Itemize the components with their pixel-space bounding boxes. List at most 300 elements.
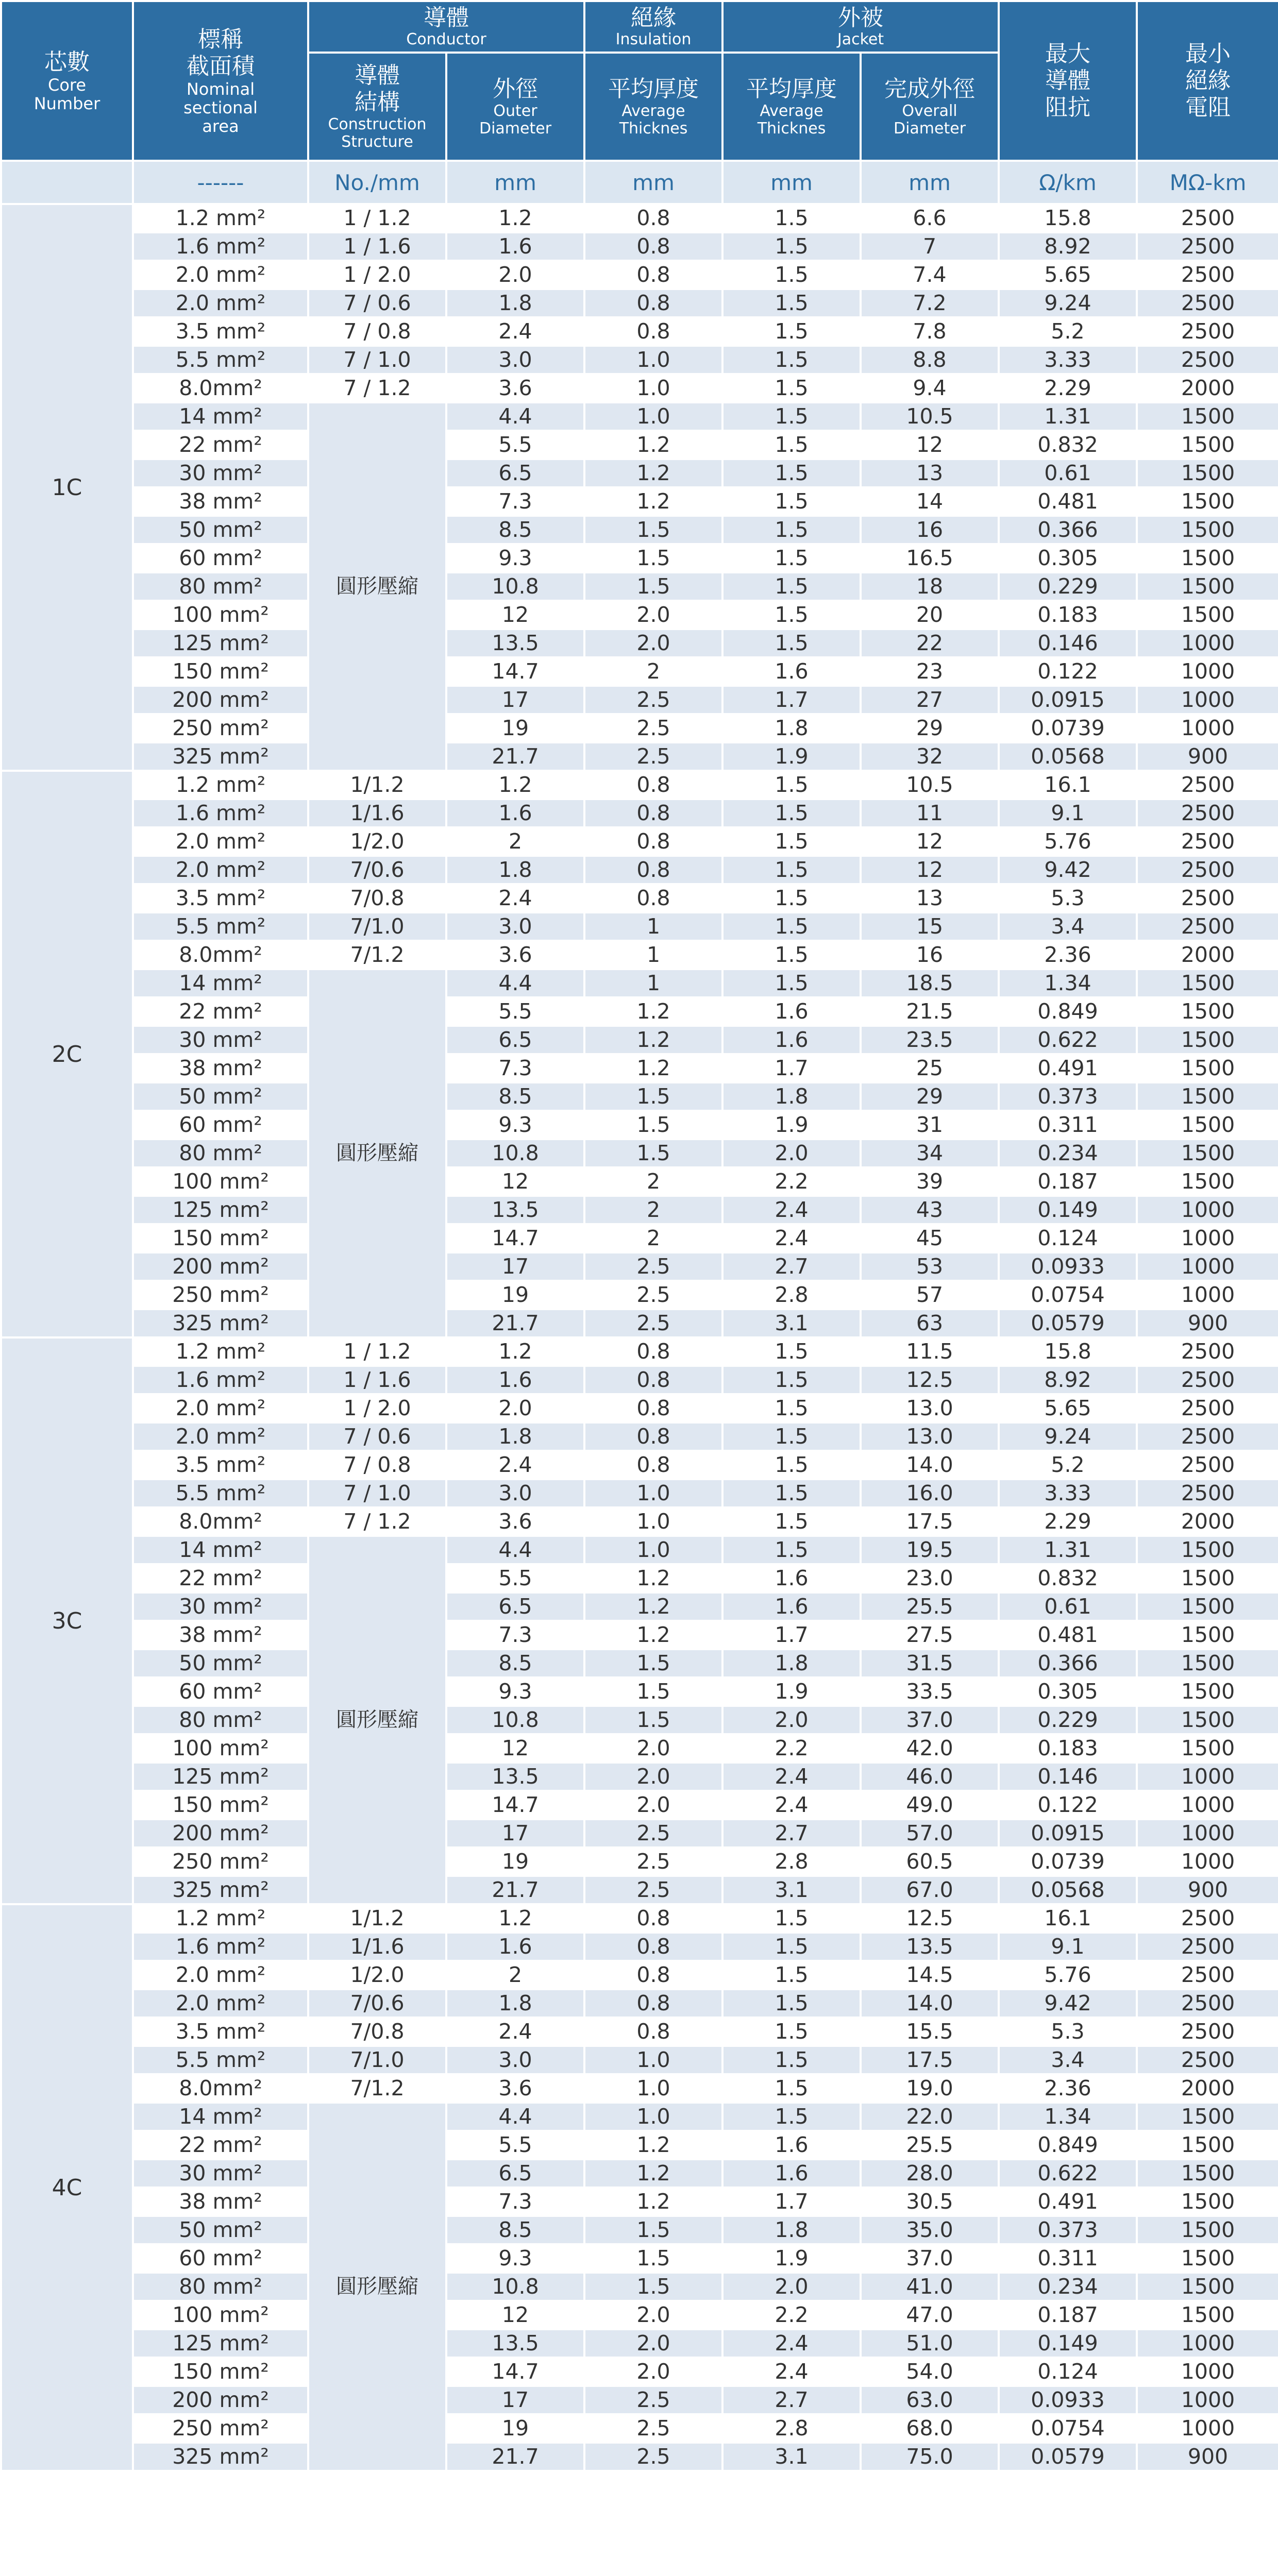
core-number-cell: 3C [1,1337,133,1904]
max-resistance-cell: 0.366 [999,516,1137,544]
max-resistance-cell: 0.849 [999,2131,1137,2159]
min-ins-resistance-cell: 900 [1137,2443,1278,2471]
overall-diameter-cell: 17.5 [861,2046,999,2074]
nominal-area-cell: 200 mm² [133,2386,308,2414]
nominal-area-cell: 1.2 mm² [133,1904,308,1933]
nominal-area-cell: 50 mm² [133,2216,308,2244]
jacket-thickness-cell: 1.5 [722,1366,861,1394]
insulation-thickness-cell: 0.8 [584,317,722,346]
outer-diameter-cell: 6.5 [446,459,584,487]
table-row [1,317,1278,346]
table-row [1,232,1278,261]
insulation-thickness-cell: 1.5 [584,572,722,601]
nominal-area-cell: 200 mm² [133,1819,308,1848]
overall-diameter-cell: 27.5 [861,1621,999,1649]
outer-diameter-cell: 3.0 [446,2046,584,2074]
max-resistance-cell: 1.34 [999,969,1137,997]
min-ins-resistance-cell: 1000 [1137,1791,1278,1819]
min-ins-resistance-cell: 2000 [1137,374,1278,402]
insulation-thickness-cell: 2.5 [584,2386,722,2414]
nominal-area-cell: 38 mm² [133,2188,308,2216]
table-row [1,1734,1278,1762]
overall-diameter-cell: 11 [861,799,999,827]
min-ins-resistance-cell: 1500 [1137,2188,1278,2216]
outer-diameter-cell: 13.5 [446,1762,584,1791]
insulation-thickness-cell: 1.5 [584,1082,722,1111]
min-ins-resistance-cell: 1500 [1137,1139,1278,1167]
construction-cell: 7 / 0.8 [308,1451,446,1479]
construction-cell: 1 / 1.2 [308,204,446,232]
header-insulation: 絕緣 Insulation [584,1,722,53]
jacket-thickness-cell: 2.7 [722,1819,861,1848]
jacket-thickness-cell: 1.5 [722,2046,861,2074]
nominal-area-cell: 200 mm² [133,1252,308,1281]
min-ins-resistance-cell: 1500 [1137,1734,1278,1762]
overall-diameter-cell: 16 [861,516,999,544]
min-ins-resistance-cell: 1000 [1137,1252,1278,1281]
insulation-thickness-cell: 1.2 [584,2131,722,2159]
outer-diameter-cell: 2.4 [446,317,584,346]
max-resistance-cell: 0.622 [999,2159,1137,2188]
outer-diameter-cell: 10.8 [446,1139,584,1167]
insulation-thickness-cell: 1.2 [584,431,722,459]
insulation-thickness-cell: 0.8 [584,1961,722,1989]
max-resistance-cell: 0.183 [999,1734,1137,1762]
outer-diameter-cell: 1.2 [446,1904,584,1933]
jacket-thickness-cell: 2.4 [722,2358,861,2386]
jacket-thickness-cell: 1.9 [722,1111,861,1139]
jacket-thickness-cell: 1.5 [722,1536,861,1564]
min-ins-resistance-cell: 1500 [1137,1536,1278,1564]
max-resistance-cell: 0.0739 [999,714,1137,742]
insulation-thickness-cell: 2.0 [584,1791,722,1819]
table-row [1,827,1278,856]
table-row [1,2188,1278,2216]
max-resistance-cell: 0.0915 [999,686,1137,714]
insulation-thickness-cell: 0.8 [584,1904,722,1933]
jacket-thickness-cell: 1.8 [722,1082,861,1111]
table-row [1,1224,1278,1252]
overall-diameter-cell: 31.5 [861,1649,999,1677]
table-row [1,2131,1278,2159]
min-ins-resistance-cell: 2500 [1137,1337,1278,1366]
jacket-thickness-cell: 2.8 [722,1848,861,1876]
table-row [1,516,1278,544]
max-resistance-cell: 5.2 [999,1451,1137,1479]
min-ins-resistance-cell: 900 [1137,1876,1278,1904]
insulation-thickness-cell: 0.8 [584,1366,722,1394]
table-row [1,2301,1278,2329]
jacket-thickness-cell: 2.8 [722,1281,861,1309]
overall-diameter-cell: 7.4 [861,261,999,289]
jacket-thickness-cell: 1.7 [722,2188,861,2216]
min-ins-resistance-cell: 1500 [1137,1082,1278,1111]
overall-diameter-cell: 10.5 [861,771,999,799]
min-ins-resistance-cell: 2500 [1137,827,1278,856]
overall-diameter-cell: 23.0 [861,1564,999,1592]
table-row [1,884,1278,912]
jacket-thickness-cell: 1.5 [722,1394,861,1422]
outer-diameter-cell: 5.5 [446,997,584,1026]
insulation-thickness-cell: 1.0 [584,1507,722,1536]
max-resistance-cell: 0.234 [999,1139,1137,1167]
min-ins-resistance-cell: 2500 [1137,232,1278,261]
max-resistance-cell: 0.481 [999,487,1137,516]
min-ins-resistance-cell: 2500 [1137,289,1278,317]
outer-diameter-cell: 3.6 [446,1507,584,1536]
outer-diameter-cell: 2 [446,1961,584,1989]
outer-diameter-cell: 2.0 [446,261,584,289]
insulation-thickness-cell: 1.2 [584,459,722,487]
construction-cell: 1 / 2.0 [308,261,446,289]
insulation-thickness-cell: 1 [584,941,722,969]
outer-diameter-cell: 2.0 [446,1394,584,1422]
outer-diameter-cell: 1.8 [446,1422,584,1451]
insulation-thickness-cell: 0.8 [584,1451,722,1479]
unit-row [1,161,1278,204]
max-resistance-cell: 0.849 [999,997,1137,1026]
table-row [1,997,1278,1026]
max-resistance-cell: 2.29 [999,1507,1137,1536]
overall-diameter-cell: 7 [861,232,999,261]
outer-diameter-cell: 8.5 [446,1649,584,1677]
overall-diameter-cell: 7.8 [861,317,999,346]
construction-cell: 7/1.0 [308,912,446,941]
nominal-area-cell: 150 mm² [133,1224,308,1252]
outer-diameter-cell: 3.6 [446,2074,584,2103]
insulation-thickness-cell: 2 [584,657,722,686]
nominal-area-cell: 22 mm² [133,1564,308,1592]
min-ins-resistance-cell: 1500 [1137,2301,1278,2329]
nominal-area-cell: 80 mm² [133,2273,308,2301]
overall-diameter-cell: 15.5 [861,2018,999,2046]
min-ins-resistance-cell: 2500 [1137,1904,1278,1933]
outer-diameter-cell: 8.5 [446,1082,584,1111]
nominal-area-cell: 125 mm² [133,1196,308,1224]
jacket-thickness-cell: 1.6 [722,1026,861,1054]
outer-diameter-cell: 12 [446,2301,584,2329]
table-row [1,1281,1278,1309]
outer-diameter-cell: 6.5 [446,1592,584,1621]
table-row [1,1054,1278,1082]
insulation-thickness-cell: 2.0 [584,2301,722,2329]
insulation-thickness-cell: 1.5 [584,2273,722,2301]
min-ins-resistance-cell: 2500 [1137,884,1278,912]
overall-diameter-cell: 11.5 [861,1337,999,1366]
construction-cell: 1/1.2 [308,1904,446,1933]
unit-cell-ins-resistance: MΩ-km [1137,161,1278,204]
nominal-area-cell: 125 mm² [133,629,308,657]
jacket-thickness-cell: 1.5 [722,1961,861,1989]
insulation-thickness-cell: 1.0 [584,2074,722,2103]
jacket-thickness-cell: 2.2 [722,1167,861,1196]
table-row [1,2414,1278,2443]
min-ins-resistance-cell: 1500 [1137,1649,1278,1677]
outer-diameter-cell: 13.5 [446,2329,584,2358]
min-ins-resistance-cell: 2500 [1137,912,1278,941]
max-resistance-cell: 0.481 [999,1621,1137,1649]
max-resistance-cell: 9.42 [999,1989,1137,2018]
table-row [1,686,1278,714]
jacket-thickness-cell: 2.4 [722,1196,861,1224]
table-row [1,544,1278,572]
max-resistance-cell: 3.33 [999,346,1137,374]
construction-cell: 1 / 1.6 [308,232,446,261]
construction-cell: 7 / 1.0 [308,1479,446,1507]
max-resistance-cell: 3.4 [999,912,1137,941]
min-ins-resistance-cell: 1500 [1137,459,1278,487]
jacket-thickness-cell: 1.5 [722,289,861,317]
outer-diameter-cell: 10.8 [446,572,584,601]
min-ins-resistance-cell: 1500 [1137,1621,1278,1649]
max-resistance-cell: 0.229 [999,572,1137,601]
overall-diameter-cell: 46.0 [861,1762,999,1791]
outer-diameter-cell: 17 [446,686,584,714]
table-row [1,1621,1278,1649]
nominal-area-cell: 200 mm² [133,686,308,714]
nominal-area-cell: 325 mm² [133,2443,308,2471]
outer-diameter-cell: 9.3 [446,1677,584,1706]
table-row [1,1564,1278,1592]
insulation-thickness-cell: 2.5 [584,742,722,771]
table-row [1,572,1278,601]
insulation-thickness-cell: 1.0 [584,1536,722,1564]
max-resistance-cell: 5.76 [999,1961,1137,1989]
nominal-area-cell: 1.2 mm² [133,771,308,799]
max-resistance-cell: 0.0568 [999,742,1137,771]
min-ins-resistance-cell: 1000 [1137,686,1278,714]
table-row [1,2443,1278,2471]
insulation-thickness-cell: 1.2 [584,1564,722,1592]
outer-diameter-cell: 10.8 [446,1706,584,1734]
overall-diameter-cell: 63 [861,1309,999,1337]
insulation-thickness-cell: 2.0 [584,629,722,657]
outer-diameter-cell: 5.5 [446,2131,584,2159]
overall-diameter-cell: 47.0 [861,2301,999,2329]
min-ins-resistance-cell: 2500 [1137,204,1278,232]
jacket-thickness-cell: 1.5 [722,827,861,856]
max-resistance-cell: 3.33 [999,1479,1137,1507]
overall-diameter-cell: 13 [861,884,999,912]
overall-diameter-cell: 19.0 [861,2074,999,2103]
overall-diameter-cell: 21.5 [861,997,999,1026]
outer-diameter-cell: 10.8 [446,2273,584,2301]
max-resistance-cell: 5.3 [999,884,1137,912]
nominal-area-cell: 22 mm² [133,997,308,1026]
table-row [1,969,1278,997]
insulation-thickness-cell: 0.8 [584,1337,722,1366]
compressed-construction-cell: 圓形壓縮 [308,969,446,1337]
insulation-thickness-cell: 1.0 [584,402,722,431]
jacket-thickness-cell: 1.5 [722,771,861,799]
jacket-thickness-cell: 1.5 [722,1422,861,1451]
max-resistance-cell: 0.187 [999,1167,1137,1196]
min-ins-resistance-cell: 1000 [1137,1224,1278,1252]
header-jacket: 外被 Jacket [722,1,999,53]
jacket-thickness-cell: 1.5 [722,402,861,431]
min-ins-resistance-cell: 2000 [1137,2074,1278,2103]
construction-cell: 7/0.8 [308,2018,446,2046]
jacket-thickness-cell: 2.0 [722,1139,861,1167]
table-row [1,2103,1278,2131]
min-ins-resistance-cell: 1000 [1137,1848,1278,1876]
outer-diameter-cell: 1.8 [446,856,584,884]
min-ins-resistance-cell: 2500 [1137,799,1278,827]
jacket-thickness-cell: 1.6 [722,2159,861,2188]
overall-diameter-cell: 20 [861,601,999,629]
outer-diameter-cell: 12 [446,601,584,629]
nominal-area-cell: 14 mm² [133,402,308,431]
nominal-area-cell: 22 mm² [133,2131,308,2159]
max-resistance-cell: 1.31 [999,402,1137,431]
overall-diameter-cell: 28.0 [861,2159,999,2188]
nominal-area-cell: 100 mm² [133,2301,308,2329]
jacket-thickness-cell: 1.5 [722,431,861,459]
jacket-thickness-cell: 3.1 [722,2443,861,2471]
jacket-thickness-cell: 1.7 [722,1621,861,1649]
max-resistance-cell: 0.124 [999,2358,1137,2386]
jacket-thickness-cell: 1.5 [722,601,861,629]
overall-diameter-cell: 27 [861,686,999,714]
nominal-area-cell: 30 mm² [133,459,308,487]
table-row [1,459,1278,487]
min-ins-resistance-cell: 1500 [1137,997,1278,1026]
insulation-thickness-cell: 0.8 [584,1422,722,1451]
min-ins-resistance-cell: 1500 [1137,1026,1278,1054]
table-row [1,799,1278,827]
table-row [1,289,1278,317]
outer-diameter-cell: 3.0 [446,1479,584,1507]
insulation-thickness-cell: 0.8 [584,289,722,317]
construction-cell: 7/0.6 [308,856,446,884]
jacket-thickness-cell: 1.6 [722,997,861,1026]
header-min-insulation-resistance: 最小 絕緣 電阻 [1137,1,1278,161]
construction-cell: 7 / 0.6 [308,1422,446,1451]
nominal-area-cell: 5.5 mm² [133,912,308,941]
max-resistance-cell: 9.24 [999,1422,1137,1451]
max-resistance-cell: 5.76 [999,827,1137,856]
overall-diameter-cell: 14.5 [861,1961,999,1989]
max-resistance-cell: 0.146 [999,629,1137,657]
outer-diameter-cell: 4.4 [446,2103,584,2131]
table-row [1,204,1278,232]
jacket-thickness-cell: 2.4 [722,2329,861,2358]
table-row [1,487,1278,516]
nominal-area-cell: 30 mm² [133,1026,308,1054]
max-resistance-cell: 2.36 [999,2074,1137,2103]
table-row [1,1762,1278,1791]
max-resistance-cell: 1.34 [999,2103,1137,2131]
overall-diameter-cell: 51.0 [861,2329,999,2358]
outer-diameter-cell: 1.6 [446,1933,584,1961]
max-resistance-cell: 0.832 [999,1564,1137,1592]
max-resistance-cell: 2.29 [999,374,1137,402]
outer-diameter-cell: 17 [446,1252,584,1281]
overall-diameter-cell: 13.0 [861,1394,999,1422]
table-row [1,1337,1278,1366]
overall-diameter-cell: 14.0 [861,1451,999,1479]
min-ins-resistance-cell: 2500 [1137,1394,1278,1422]
construction-cell: 1/2.0 [308,1961,446,1989]
overall-diameter-cell: 43 [861,1196,999,1224]
table-row [1,1536,1278,1564]
max-resistance-cell: 3.4 [999,2046,1137,2074]
table-row [1,1394,1278,1422]
outer-diameter-cell: 9.3 [446,544,584,572]
nominal-area-cell: 60 mm² [133,1111,308,1139]
min-ins-resistance-cell: 1500 [1137,2159,1278,2188]
max-resistance-cell: 0.122 [999,657,1137,686]
outer-diameter-cell: 7.3 [446,487,584,516]
outer-diameter-cell: 21.7 [446,2443,584,2471]
overall-diameter-cell: 39 [861,1167,999,1196]
max-resistance-cell: 0.491 [999,1054,1137,1082]
table-row [1,742,1278,771]
jacket-thickness-cell: 2.8 [722,2414,861,2443]
nominal-area-cell: 1.6 mm² [133,232,308,261]
insulation-thickness-cell: 1.5 [584,1677,722,1706]
min-ins-resistance-cell: 1500 [1137,1592,1278,1621]
min-ins-resistance-cell: 2500 [1137,1451,1278,1479]
jacket-thickness-cell: 1.5 [722,1904,861,1933]
overall-diameter-cell: 25.5 [861,1592,999,1621]
compressed-construction-cell: 圓形壓縮 [308,1536,446,1904]
min-ins-resistance-cell: 1500 [1137,1111,1278,1139]
construction-cell: 1/1.6 [308,799,446,827]
outer-diameter-cell: 8.5 [446,2216,584,2244]
outer-diameter-cell: 12 [446,1167,584,1196]
min-ins-resistance-cell: 2500 [1137,1422,1278,1451]
table-row [1,2244,1278,2273]
overall-diameter-cell: 25 [861,1054,999,1082]
min-ins-resistance-cell: 1500 [1137,969,1278,997]
insulation-thickness-cell: 2.5 [584,2414,722,2443]
min-ins-resistance-cell: 1000 [1137,1762,1278,1791]
table-row [1,1139,1278,1167]
outer-diameter-cell: 2.4 [446,884,584,912]
unit-cell-overall: mm [861,161,999,204]
max-resistance-cell: 5.3 [999,2018,1137,2046]
jacket-thickness-cell: 2.4 [722,1224,861,1252]
table-row [1,1876,1278,1904]
outer-diameter-cell: 21.7 [446,1309,584,1337]
max-resistance-cell: 5.65 [999,261,1137,289]
min-ins-resistance-cell: 1500 [1137,1564,1278,1592]
min-ins-resistance-cell: 2000 [1137,941,1278,969]
jacket-thickness-cell: 1.7 [722,686,861,714]
insulation-thickness-cell: 1.2 [584,2188,722,2216]
table-row [1,1791,1278,1819]
jacket-thickness-cell: 1.5 [722,2074,861,2103]
nominal-area-cell: 80 mm² [133,1706,308,1734]
table-row [1,2074,1278,2103]
insulation-thickness-cell: 1.2 [584,1054,722,1082]
max-resistance-cell: 0.187 [999,2301,1137,2329]
max-resistance-cell: 0.149 [999,2329,1137,2358]
overall-diameter-cell: 9.4 [861,374,999,402]
min-ins-resistance-cell: 1500 [1137,431,1278,459]
insulation-thickness-cell: 2.5 [584,1281,722,1309]
max-resistance-cell: 0.149 [999,1196,1137,1224]
jacket-thickness-cell: 1.5 [722,629,861,657]
outer-diameter-cell: 21.7 [446,742,584,771]
outer-diameter-cell: 14.7 [446,1224,584,1252]
max-resistance-cell: 0.0915 [999,1819,1137,1848]
nominal-area-cell: 1.2 mm² [133,1337,308,1366]
table-row [1,2273,1278,2301]
insulation-thickness-cell: 2.0 [584,2329,722,2358]
overall-diameter-cell: 63.0 [861,2386,999,2414]
